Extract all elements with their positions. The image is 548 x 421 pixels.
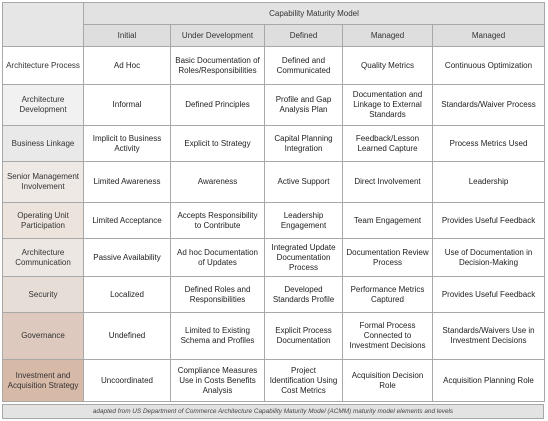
table-cell: Performance Metrics Captured (343, 277, 433, 313)
table-cell: Localized (84, 277, 171, 313)
table-cell: Defined Roles and Responsibilities (171, 277, 265, 313)
source-note: adapted from US Department of Commerce Architecture Capability Maturity Model (ACMM) maturity model elements and levels (2, 404, 544, 419)
table-cell: Limited to Existing Schema and Profiles (171, 313, 265, 360)
column-header: Defined (265, 25, 343, 47)
table-cell: Acquisition Decision Role (343, 360, 433, 402)
table-cell: Integrated Update Documentation Process (265, 239, 343, 277)
column-header: Under Development (171, 25, 265, 47)
table-row (3, 277, 545, 313)
table-cell: Profile and Gap Analysis Plan (265, 85, 343, 126)
table-row (3, 126, 545, 162)
table-cell: Passive Availability (84, 239, 171, 277)
table-title: Capability Maturity Model (84, 3, 545, 25)
maturity-table (2, 2, 545, 402)
table-row (3, 239, 545, 277)
table-cell: Implicit to Business Activity (84, 126, 171, 162)
table-cell: Limited Acceptance (84, 203, 171, 239)
table-row (3, 313, 545, 360)
table-cell: Accepts Responsibility to Contribute (171, 203, 265, 239)
table-cell: Explicit to Strategy (171, 126, 265, 162)
row-label: Architecture Development (3, 85, 84, 126)
table-cell: Team Engagement (343, 203, 433, 239)
row-label: Senior Management Involvement (3, 162, 84, 203)
table-cell: Feedback/Lesson Learned Capture (343, 126, 433, 162)
table-cell: Ad Hoc (84, 47, 171, 85)
table-cell: Documentation Review Process (343, 239, 433, 277)
table-cell: Quality Metrics (343, 47, 433, 85)
column-header: Managed (343, 25, 433, 47)
table-cell: Informal (84, 85, 171, 126)
table-cell: Defined Principles (171, 85, 265, 126)
row-label: Governance (3, 313, 84, 360)
row-label: Operating Unit Participation (3, 203, 84, 239)
table-row (3, 85, 545, 126)
corner-cell (3, 3, 84, 47)
table-cell: Documentation and Linkage to External Standards (343, 85, 433, 126)
table-cell: Continuous Optimization (433, 47, 545, 85)
table-cell: Capital Planning Integration (265, 126, 343, 162)
table-cell: Standards/Waivers Use in Investment Decisions (433, 313, 545, 360)
table-cell: Formal Process Connected to Investment Decisions (343, 313, 433, 360)
table-cell: Provides Useful Feedback (433, 277, 545, 313)
row-label: Security (3, 277, 84, 313)
table-cell: Leadership Engagement (265, 203, 343, 239)
table-cell: Limited Awareness (84, 162, 171, 203)
table-cell: Ad hoc Documentation of Updates (171, 239, 265, 277)
table-cell: Developed Standards Profile (265, 277, 343, 313)
maturity-model-figure (2, 2, 544, 419)
table-row (3, 162, 545, 203)
table-row (3, 47, 545, 85)
column-header-row (3, 25, 545, 47)
column-header: Initial (84, 25, 171, 47)
table-cell: Explicit Process Documentation (265, 313, 343, 360)
table-cell: Acquisition Planning Role (433, 360, 545, 402)
table-cell: Uncoordinated (84, 360, 171, 402)
table-cell: Leadership (433, 162, 545, 203)
table-cell: Defined and Communicated (265, 47, 343, 85)
table-cell: Project Identification Using Cost Metrics (265, 360, 343, 402)
row-label: Business Linkage (3, 126, 84, 162)
table-row (3, 360, 545, 402)
table-cell: Active Support (265, 162, 343, 203)
table-cell: Use of Documentation in Decision-Making (433, 239, 545, 277)
row-label: Architecture Process (3, 47, 84, 85)
row-label: Investment and Acquisition Strategy (3, 360, 84, 402)
table-cell: Process Metrics Used (433, 126, 545, 162)
table-cell: Direct Involvement (343, 162, 433, 203)
table-cell: Basic Documentation of Roles/Responsibilities (171, 47, 265, 85)
table-cell: Provides Useful Feedback (433, 203, 545, 239)
table-row (3, 203, 545, 239)
column-header: Managed (433, 25, 545, 47)
row-label: Architecture Communication (3, 239, 84, 277)
table-cell: Compliance Measures Use in Costs Benefits Analysis (171, 360, 265, 402)
table-cell: Standards/Waiver Process (433, 85, 545, 126)
table-cell: Undefined (84, 313, 171, 360)
table-cell: Awareness (171, 162, 265, 203)
